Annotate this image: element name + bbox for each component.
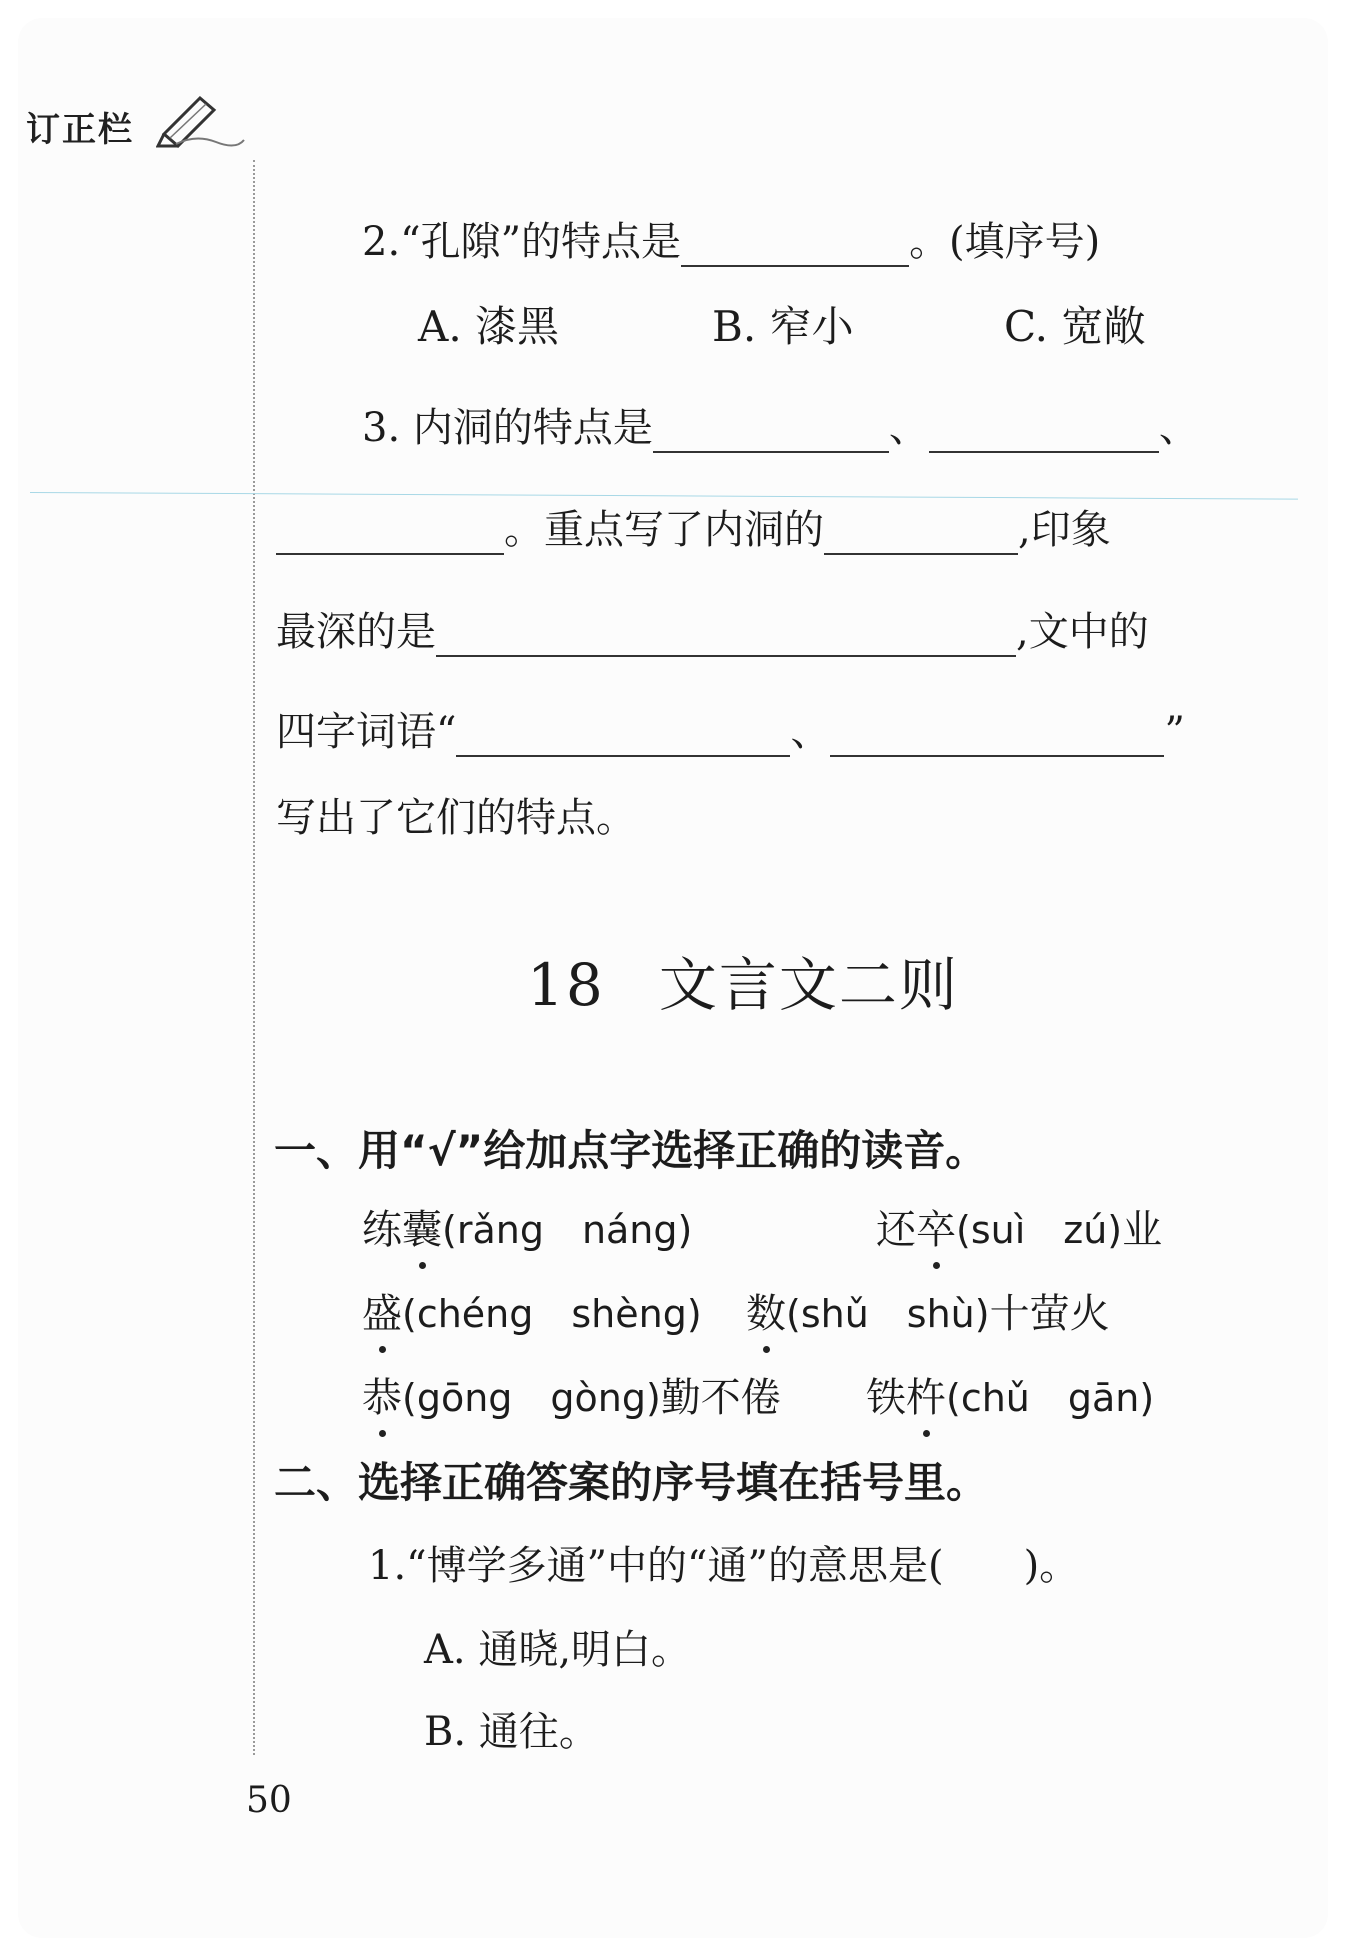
question-3-line-5: 写出了它们的特点。 bbox=[276, 795, 636, 841]
question-3-line-4: 四字词语“ 、 ” bbox=[276, 709, 1185, 755]
q2-option-b: B. 窄小 bbox=[712, 302, 854, 351]
pinyin-choice[interactable]: (gōng gòng) bbox=[402, 1376, 661, 1420]
part-1-heading: 一、用“√”给加点字选择正确的读音。 bbox=[274, 1126, 988, 1175]
pinyin-row-2-right: 数(shǔ shù)十萤火 bbox=[746, 1282, 1110, 1339]
answer-blank[interactable] bbox=[681, 221, 909, 267]
part-2-heading: 二、选择正确答案的序号填在括号里。 bbox=[274, 1458, 989, 1507]
pinyin-choice[interactable]: (shǔ shù) bbox=[786, 1292, 990, 1336]
dotted-char: 卒 bbox=[916, 1198, 956, 1255]
pinyin-row-3-right: 铁杵(chǔ gān) bbox=[866, 1366, 1154, 1423]
part-2-question-1: 1.“博学多通”中的“通”的意思是( )。 bbox=[368, 1543, 1080, 1589]
dotted-char: 囊 bbox=[402, 1198, 442, 1255]
question-3-line-2: 。重点写了内洞的 ,印象 bbox=[276, 498, 1111, 555]
section-title bbox=[527, 938, 959, 1022]
answer-blank[interactable] bbox=[824, 509, 1018, 555]
pinyin-row-1-right: 还卒(suì zú)业 bbox=[876, 1198, 1162, 1255]
answer-blank[interactable] bbox=[276, 509, 504, 555]
question-2: 2.“孔隙”的特点是 。(填序号) bbox=[362, 219, 1101, 265]
question-3-line-1: 3. 内洞的特点是 、 、 bbox=[362, 405, 1199, 451]
pencil-icon bbox=[156, 88, 246, 148]
question-3-line-3: 最深的是 ,文中的 bbox=[276, 609, 1149, 655]
pinyin-row-3-left: 恭(gōng gòng)勤不倦 bbox=[362, 1366, 781, 1423]
answer-blank[interactable] bbox=[653, 407, 889, 453]
q2-option-c: C. 宽敞 bbox=[1004, 302, 1146, 351]
pinyin-choice[interactable]: (suì zú) bbox=[956, 1208, 1123, 1252]
dotted-char: 数 bbox=[746, 1282, 786, 1339]
margin-label: 订正栏 bbox=[26, 110, 134, 150]
pinyin-row-2-left bbox=[362, 1282, 702, 1339]
part-2-option-a: A. 通晓,明白。 bbox=[424, 1627, 692, 1673]
pinyin-choice[interactable]: (chǔ gān) bbox=[946, 1376, 1155, 1420]
pinyin-choice[interactable]: (rǎng náng) bbox=[442, 1208, 693, 1252]
dotted-char: 盛 bbox=[362, 1282, 402, 1339]
q2-option-a: A. 漆黑 bbox=[418, 302, 560, 351]
margin-divider bbox=[253, 160, 255, 1755]
answer-blank[interactable] bbox=[830, 711, 1164, 757]
pinyin-row-1-left: 练囊(rǎng náng) bbox=[362, 1198, 692, 1255]
answer-blank[interactable] bbox=[929, 407, 1159, 453]
pinyin-choice[interactable]: (chéng shèng) bbox=[402, 1292, 702, 1336]
answer-blank[interactable] bbox=[436, 611, 1016, 657]
answer-blank[interactable] bbox=[456, 711, 790, 757]
part-2-option-b: B. 通往。 bbox=[424, 1709, 599, 1755]
section-number: 18 bbox=[527, 951, 605, 1019]
page-number: 50 bbox=[246, 1780, 292, 1821]
dotted-char: 恭 bbox=[362, 1366, 402, 1423]
section-title-text: 文言文二则 bbox=[658, 951, 959, 1019]
dotted-char: 杵 bbox=[906, 1366, 946, 1423]
